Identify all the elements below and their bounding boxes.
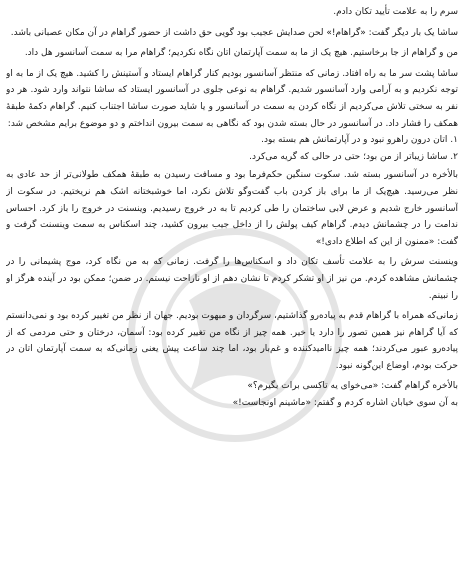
paragraph-1: سرم را به علامت تأیید تکان دادم. [333, 7, 458, 17]
paragraph-4: ساشا پشت سر ما به راه افتاد. زمانی که منتظر آسانسور بودیم کنار گراهام ایستاد و آستینش را کشید. هیچ یک از ما به او توجه نکردیم و به آرامی وارد آسانسور شدیم. گراهام به نوعی جلوی در آسانسور ایستاد که ساشا نتواند وارد شود. هر دو نفر به سختی تلاش می‌کردیم از نگاه کردن به سمت در آسانسور و یا شاید صورت ساشا اجتناب کنیم. گراهام دکمهٔ طبقهٔ همکف را فشار داد. در آسانسور در حال بسته شدن بود که نگاهی به سمت بیرون انداختم و دو موضوع برایم مشخص شد: [6, 68, 458, 129]
paragraph-6: وینسنت سرش را به علامت تأسف تکان داد و اسکناس‌ها را گرفت. زمانی که به من نگاه کرد، موج پشیمانی را در چشمانش مشاهده کردم. من نیز از او تشکر کردم تا نشان دهم از او ناراحت نیستم. در ضمن؛ ممکن بود در آینده هرگز او را نبینم. [6, 257, 458, 301]
paragraph-9: به آن سوی خیابان اشاره کردم و گفتم: «ماشینم اونجاست!» [232, 398, 458, 409]
paragraph-2: ساشا یک بار دیگر گفت: «گراهام!» لحن صدایش عجیب بود گویی حق داشت از حضور گراهام در آن مکان عصبانی باشد. [10, 27, 458, 38]
list-item: ۱. اتان درون راهرو نبود و در آپارتمانش هم بسته بود. [261, 135, 458, 146]
document-page [6, 4, 458, 584]
paragraph-8: بالأخره گراهام گفت: «می‌خوای یه تاکسی برات بگیرم؟» [247, 381, 458, 392]
paragraph-5: بالأخره در آسانسور بسته شد. سکوت سنگین حکم‌فرما بود و مسافت رسیدن به طبقهٔ همکف طولانی‌تر از حد عادی به نظر می‌رسید. هیچ‌یک از ما برای باز کردن باب گفت‌وگو تلاش نکرد، اما خوشبختانه اشک هم نریختیم. در سکوت از آسانسور خارج شدیم و عرض لابی ساختمان را طی کردیم تا به در خروج رسیدیم. وینسنت در خروج را باز کرد. احساس ندامت را در چشمانش دیدم. گراهام کیف پولش را از داخل جیب بیرون کشید، چند اسکناس به سمت وینسنت گرفت و گفت: «ممنون از این که اطلاع دادی!» [6, 170, 458, 247]
paragraph-3: من و گراهام از جا برخاستیم. هیچ یک از ما به سمت آپارتمان اتان نگاه نکردیم؛ گراهام مرا به سمت آسانسور هل داد. [24, 48, 458, 59]
paragraph-7: زمانی‌که همراه با گراهام قدم به پیاده‌رو گذاشتیم، سرگردان و مبهوت بودیم. جهان از نظر من تغییر کرده بود و نمی‌دانستم که آیا گراهام نیز همین تصور را دارد یا خیر. همه چیز از نگاه من تغییر کرده بود: آسمان، درختان و حتی مردمی که از پیاده‌رو عبور می‌کردند؛ همه چیز ناامیدکننده و غم‌بار بود، اما چند ساعت پیش یعنی زمانی‌که به سمت آپارتمان اتان در حرکت بودم، اوضاع این‌گونه نبود. [6, 311, 458, 371]
numbered-list [6, 132, 458, 165]
list-item: ۲. ساشا زیباتر از من بود؛ حتی در حالی که گریه می‌کرد. [249, 151, 458, 162]
